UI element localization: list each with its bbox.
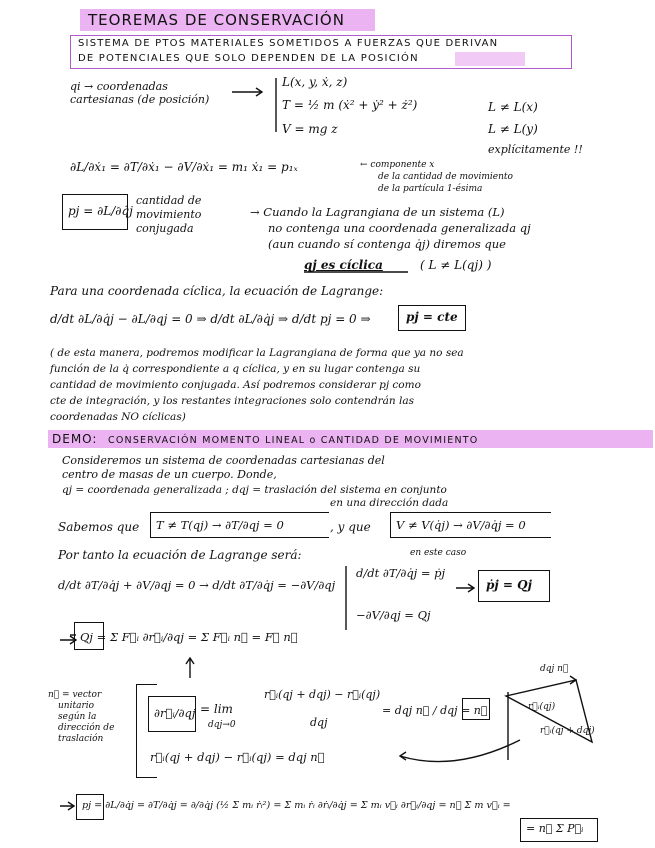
deriv-num: r⃗ᵢ(qj + dqj) − r⃗ᵢ(qj) (264, 688, 381, 701)
n-note-4: dirección de (58, 723, 115, 733)
deriv-sub: dqj→0 (208, 720, 236, 730)
consider-1: Consideremos un sistema de coordenadas cartesianas del (62, 454, 385, 467)
n-note-5: traslación (58, 734, 104, 744)
we-know: Sabemos que (58, 520, 140, 534)
deriv-mid: = dqj n⃗ / dqj = n⃗ (382, 704, 488, 717)
displacement-eq: r⃗ᵢ(qj + dqj) − r⃗ᵢ(qj) = dqj n⃗ (150, 750, 325, 764)
note-line-4: cte de integración, y los restantes integraciones solo contendrán las (50, 395, 414, 407)
therefore: Por tanto la ecuación de Lagrange será: (58, 548, 302, 562)
cyclic-label: qj es cíclica (304, 258, 383, 272)
final-eq-1: pj = ∂L/∂q̇j = ∂T/∂q̇j = ∂/∂q̇j (½ Σ mᵢ ṙᵢ²) = Σ mᵢ ṙᵢ ∂ṙᵢ/∂q̇j = Σ mᵢ v⃗ᵢ ∂r⃗ᵢ/∂qj = n⃗ Σ m v⃗ᵢ = (82, 800, 511, 811)
note-line-3: cantidad de movimiento conjugada. Así podremos considerar pj como (50, 379, 421, 391)
component-note-2: de la cantidad de movimiento (378, 172, 513, 182)
triangle-right: r⃗ᵢ(qj + dqj) (540, 726, 595, 736)
system-result: ṗj = Qj (486, 578, 532, 592)
not-depends-x: L ≠ L(x) (488, 100, 538, 114)
note-line-2: función de la q̇ correspondiente a q cíclica, y en su lugar contenga su (50, 363, 421, 375)
final-eq-2: = n⃗ Σ P⃗ᵢ (526, 822, 584, 835)
deriv-left: ∂r⃗ᵢ/∂qj (154, 706, 196, 720)
page-title: TEOREMAS DE CONSERVACIÓN (88, 11, 345, 29)
when-line-1: → Cuando la Lagrangiana de un sistema (L) (250, 205, 505, 219)
triangle-left: r⃗ᵢ(qj) (528, 702, 556, 712)
cyclic-intro: Para una coordenada cíclica, la ecuación de Lagrange: (50, 284, 384, 298)
n-note-1: n⃗ = vector (48, 690, 102, 700)
cyclic-eq: d/dt ∂L/∂q̇j − ∂L/∂qj = 0 ⇒ d/dt ∂L/∂q̇j ⇒ d/dt pj = 0 ⇒ (50, 312, 371, 326)
when-line-2: no contenga una coordenada generalizada qj (268, 221, 531, 235)
system-top: d/dt ∂T/∂q̇j = ṗj (356, 566, 446, 580)
header-line-2: DE POTENCIALES QUE SOLO DEPENDEN DE LA POSICIÓN (78, 53, 419, 64)
n-note-2: unitario (58, 701, 95, 711)
cyclic-condition: ( L ≠ L(qj) ) (420, 258, 492, 272)
deriv-lim: = lim (200, 702, 233, 716)
lagrangian-def: L(x, y, ẋ, z) (282, 75, 348, 89)
not-depends-y: L ≠ L(y) (488, 122, 538, 136)
consider-4: en una dirección dada (330, 497, 449, 509)
n-note-3: según la (58, 712, 97, 722)
consider-3: qj = coordenada generalizada ; dqj = traslación del sistema en conjunto (62, 484, 447, 496)
when-line-3: (aun cuando sí contenga q̇j) diremos que (268, 237, 506, 251)
Q-eq: Qj = Σ F⃗ᵢ ∂r⃗ᵢ/∂qj = Σ F⃗ᵢ n⃗ = F⃗ n⃗ (80, 630, 298, 644)
pj-def: pj = ∂L/∂q̇j (68, 204, 133, 218)
potential-def: V = mg z (282, 122, 338, 136)
lagrange-eq: d/dt ∂T/∂q̇j + ∂V/∂qj = 0 → d/dt ∂T/∂q̇j = −∂V/∂qj (58, 578, 336, 592)
know-V: V ≠ V(q̇j) → ∂V/∂q̇j = 0 (396, 518, 526, 532)
know-mid: , y que (330, 520, 371, 534)
kinetic-def: T = ½ m (ẋ² + ẏ² + ż²) (282, 98, 418, 112)
component-note-3: de la partícula 1-ésima (378, 184, 483, 194)
component-note-1: ← componente x (360, 160, 435, 170)
system-bottom: −∂V/∂qj = Qj (356, 608, 431, 622)
demo-title: CONSERVACIÓN MOMENTO LINEAL o CANTIDAD DE MOVIMIENTO (108, 435, 479, 446)
momentum-eq: ∂L/∂ẋ₁ = ∂T/∂ẋ₁ − ∂V/∂ẋ₁ = m₁ ẋ₁ = p₁ₓ (70, 160, 298, 174)
know-T: T ≠ T(qj) → ∂T/∂qj = 0 (156, 518, 284, 532)
pj-cte: pj = cte (406, 310, 458, 324)
pj-label-2: movimiento (136, 208, 202, 221)
qi-label: qi → coordenadas cartesianas (de posición) (70, 80, 210, 106)
deriv-den: dqj (310, 716, 328, 729)
note-line-5: coordenadas NO cíclicas) (50, 411, 186, 423)
consider-2: centro de masas de un cuerpo. Donde, (62, 468, 277, 481)
demo-label: DEMO: (52, 432, 98, 446)
pj-label-3: conjugada (136, 222, 194, 235)
explicit-note: explícitamente !! (488, 143, 583, 156)
case-note: en este caso (410, 548, 467, 558)
pj-label-1: cantidad de (136, 194, 202, 207)
triangle-top: dqj n⃗ (540, 664, 569, 674)
note-line-1: ( de esta manera, podremos modificar la Lagrangiana de forma que ya no sea (50, 347, 464, 359)
header-line-1: SISTEMA DE PTOS MATERIALES SOMETIDOS A FUERZAS QUE DERIVAN (78, 38, 499, 49)
